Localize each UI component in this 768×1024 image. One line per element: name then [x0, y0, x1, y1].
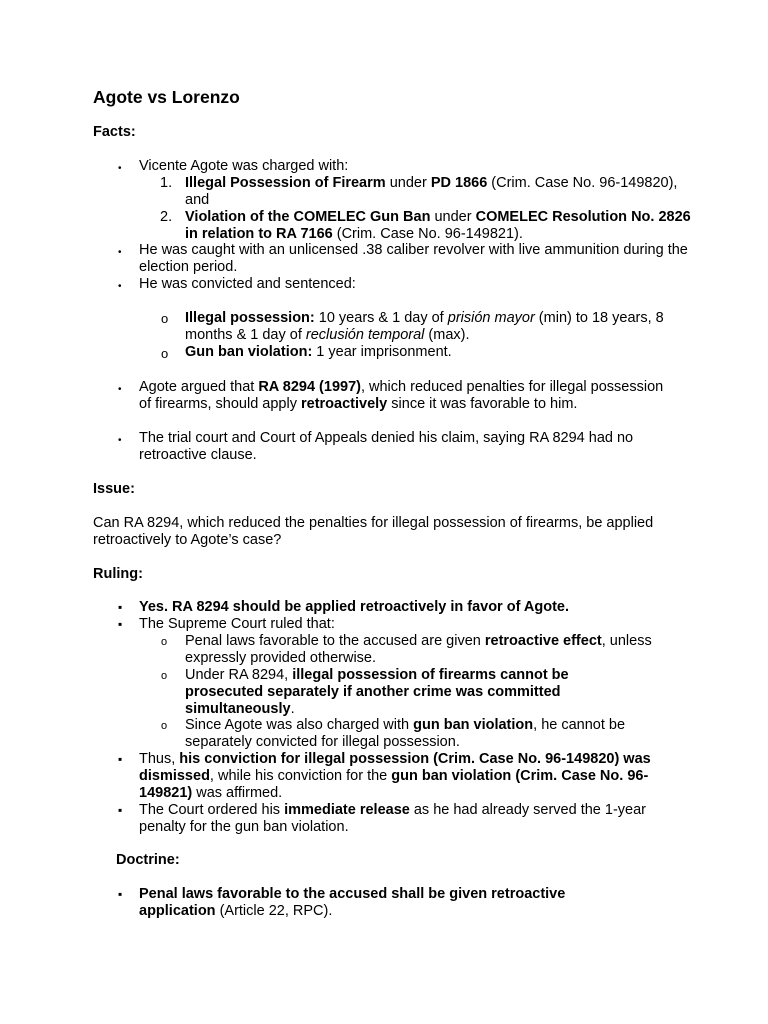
circle-bullet-icon: o: [161, 670, 168, 682]
sentence-gun-ban: Gun ban violation: 1 year imprisonment.: [185, 344, 452, 360]
denied-item: The trial court and Court of Appeals denied his claim, saying RA 8294 had no retroactive clause.: [139, 430, 634, 463]
circle-bullet-icon: o: [161, 346, 169, 361]
charged-intro: Vicente Agote was charged with:: [139, 158, 349, 174]
document-title: Agote vs Lorenzo: [93, 87, 240, 107]
square-bullet-icon: ▪: [118, 803, 123, 817]
circle-bullet-icon: o: [161, 311, 169, 326]
ruling-release: The Court ordered his immediate release as he had already served the 1-year penalty for the gun ban violation.: [139, 802, 646, 835]
circle-bullet-icon: o: [161, 720, 168, 732]
bullet-icon: •: [118, 163, 122, 174]
ruling-heading: Ruling:: [93, 566, 143, 582]
ruling-yes: Yes. RA 8294 should be applied retroactively in favor of Agote.: [139, 599, 570, 615]
square-bullet-icon: ▪: [118, 752, 123, 766]
bullet-icon: •: [118, 281, 122, 292]
bullet-icon: •: [118, 435, 122, 446]
convicted-item: He was convicted and sentenced:: [139, 276, 356, 292]
sentence-illegal-possession: Illegal possession: 10 years & 1 day of prisión mayor (min) to 18 years, 8 months & 1 day of reclusión temporal (max).: [185, 310, 664, 343]
bullet-icon: •: [118, 247, 122, 258]
ruling-thus: Thus, his conviction for illegal possession (Crim. Case No. 96-149820) was dismissed, while his conviction for the gun ban violation (Crim. Case No. 96-149821) was affirmed.: [139, 751, 651, 801]
doctrine-heading: Doctrine:: [116, 852, 180, 868]
square-bullet-icon: ▪: [118, 887, 123, 901]
circle-bullet-icon: o: [161, 636, 168, 648]
facts-heading: Facts:: [93, 124, 136, 140]
caught-item: He was caught with an unlicensed .38 caliber revolver with live ammunition during the election period.: [139, 242, 688, 275]
doctrine-item: Penal laws favorable to the accused shall be given retroactive application (Article 22, RPC).: [139, 886, 566, 919]
square-bullet-icon: ▪: [118, 617, 123, 631]
square-bullet-icon: ▪: [118, 600, 123, 614]
charge-number: 2.: [160, 209, 173, 225]
charge-item: Violation of the COMELEC Gun Ban under COMELEC Resolution No. 2826 in relation to RA 7166 (Crim. Case No. 96-149821).: [185, 209, 691, 242]
ruling-sub-item: Under RA 8294, illegal possession of firearms cannot be prosecuted separately if another crime was committed simultaneously.: [185, 667, 569, 717]
issue-heading: Issue:: [93, 481, 135, 497]
charge-item: Illegal Possession of Firearm under PD 1866 (Crim. Case No. 96-149820), and: [185, 175, 678, 208]
ruling-sub-item: Penal laws favorable to the accused are given retroactive effect, unless expressly provided otherwise.: [185, 633, 652, 666]
bullet-icon: •: [118, 384, 122, 395]
court-ruled: The Supreme Court ruled that:: [139, 616, 335, 632]
ruling-sub-item: Since Agote was also charged with gun ban violation, he cannot be separately convicted for illegal possession.: [185, 717, 626, 750]
argued-item: Agote argued that RA 8294 (1997), which reduced penalties for illegal possession of firearms, should apply retroactively since it was favorable to him.: [139, 379, 664, 412]
charge-number: 1.: [160, 175, 173, 191]
issue-text: Can RA 8294, which reduced the penalties for illegal possession of firearms, be applied retroactively to Agote’s case?: [93, 515, 654, 548]
